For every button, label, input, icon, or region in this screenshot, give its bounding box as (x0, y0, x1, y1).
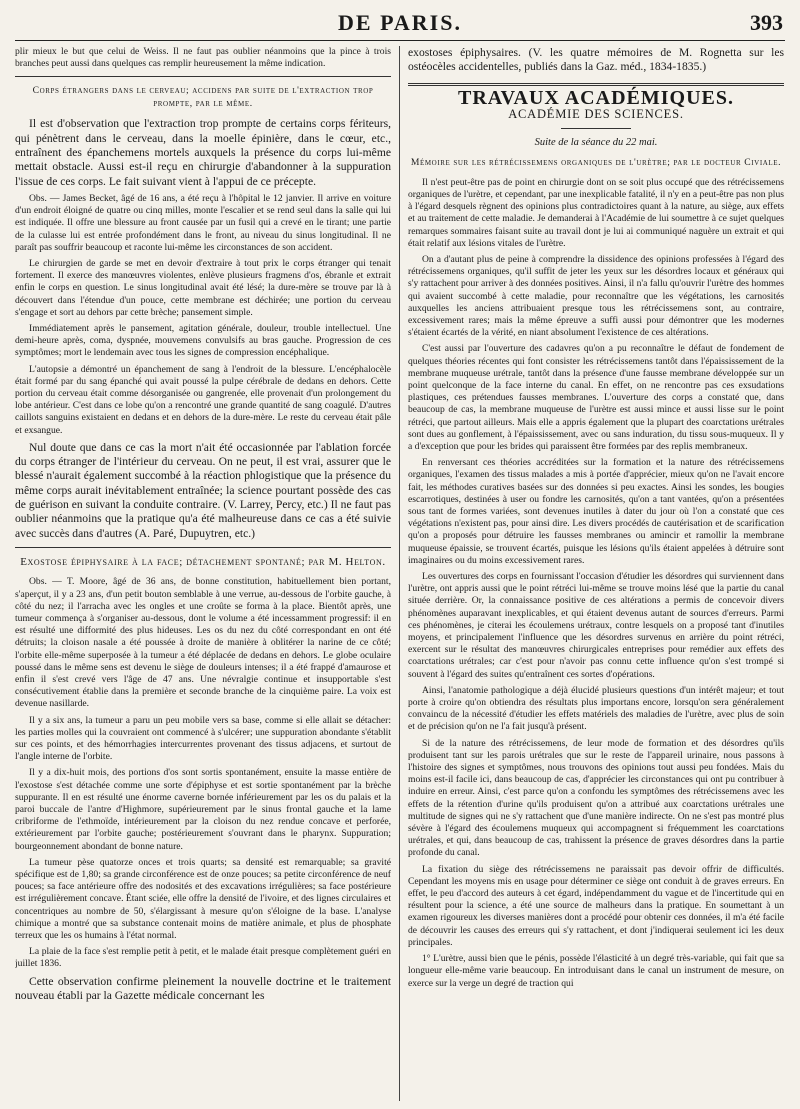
paragraph: Cette observation confirme pleinement la nouvelle doctrine et le traitement nouveau établi par la Gazette médicale concernant les (15, 974, 391, 1002)
section-title: Exostose épiphysaire à la face; détachement spontané; par M. Helton. (20, 555, 386, 568)
paragraph: Immédiatement après le pansement, agitation générale, douleur, trouble intellectuel. Une demi-heure après, coma, dyspnée, mouvemens convulsifs au bras gauche. Progression de ces symptômes; mort le lendemain avec tous les signes de compression encéphalique. (15, 322, 391, 359)
page-header (15, 10, 785, 41)
paragraph: exostoses épiphysaires. (V. les quatre mémoires de M. Rognetta sur les ostéocèles accidentelles, publiés dans la Gaz. méd., 1834-1835.) (408, 46, 784, 74)
divider (15, 547, 391, 548)
paragraph: Nul doute que dans ce cas la mort n'ait été occasionnée par l'ablation forcée du corps étranger de l'intérieur du cerveau. On ne peut, il est vrai, assurer que le blessé n'aurait également succombé à la réaction phlogistique que la présence du même corps aurait inévitablement entraînée; la science pourtant possède des cas de guérison en suivant la conduite contraire. (V. Larrey, Percy, etc.) Il ne faut pas oublier néanmoins que la pratique qu'a été malheureuse dans ce cas a été suivie avec succès dans d'autres (A. Paré, Dupuytren, etc.) (15, 440, 391, 540)
paragraph: 1° L'urètre, aussi bien que le pénis, possède l'élasticité à un degré très-variable, qui fait que sa longueur elle-même varie beaucoup. En introduisant dans le canal un instrument de mesure, on exerce sur la verge un degré de traction qui (408, 953, 784, 989)
paragraph: Il y a six ans, la tumeur a paru un peu mobile vers sa base, comme si elle allait se détacher: les parties molles qui la couvraient ont commencé à s'ulcérer; une suppuration abondante s'établit sur ces points, et des hémorrhagies intercurrentes provenant des tissus adjacens, et surtout de l'angle interne de l'orbite. (15, 714, 391, 763)
paragraph: En renversant ces théories accréditées sur la formation et la nature des rétrécissemens organiques, l'examen des tissus malades a mis à portée d'apprécier, mieux qu'on ne l'avait encore fait, les méthodes curatives basées sur des données si peu exactes. Ainsi les sondes, les bougies escarrotiques, destinées à user ou fondre les carnosités, qu'on a tant vantées, qu'on a présentées sous tant de formes variées, sont devenues inutiles à dater du jour où l'on a constaté que ces végétations n'existent pas, pour ainsi dire. Les divers procédés de cautérisation et de scarification qu'on a proposés pour détruire les fausses membranes ou amincir et ramollir la membrane muqueuse épaissie, se trouvent écartés, puisque les lésions qu'ils étaient appelées à détruire sont imaginaires ou du moins excessivement rares. (408, 457, 784, 566)
paragraph: Il est d'observation que l'extraction trop prompte de certains corps fériteurs, qui pénètrent dans le cerveau, dans la moelle épinière, dans le cœur, etc., entraînent des épanchemens mortels auxquels la présence du corps lui-même mettait obstacle. Aussi est-il reçu en chirurgie d'abandonner à la suppuration l'issue de ces corps. Le fait suivant vient à l'appui de ce précepte. (15, 117, 391, 188)
section-title: Corps étrangers dans le cerveau; accidens par suite de l'extraction trop prompte, par le même. (32, 85, 374, 109)
paragraph: plir mieux le but que celui de Weiss. Il ne faut pas oublier néanmoins que la pince à trois branches peut aussi dans quelques cas remplir heureusement la même indication. (15, 46, 391, 70)
page-number: 393 (750, 10, 783, 35)
paragraph: La plaie de la face s'est remplie petit à petit, et le malade était presque complètement guéri en juillet 1836. (15, 946, 391, 970)
paragraph: Obs. — James Becket, âgé de 16 ans, a été reçu à l'hôpital le 12 janvier. Il arrive en voiture d'un endroit éloigné de quatre ou cinq milles, monte l'escalier et se rend seul dans la salle qui lui est indiquée. Il offre une blessure au front causée par un fusil qui a crevé en le tirant; une partie de la culasse lui est entrée profondément dans le front, au niveau du sinus longitudinal. Il ne paraît pas souffrir beaucoup et raconte lui-même les circonstances de son accident. (15, 192, 391, 253)
divider (15, 76, 391, 77)
paragraph: Si de la nature des rétrécissemens, de leur mode de formation et des désordres qu'ils produisent tant sur les parois urétrales que sur le reste de l'appareil urinaire, nous passons à l'histoire des signes et symptômes, nous trouvons des opinions tout aussi peu fondées. Mais du moins est-il facile ici, dans beaucoup de cas, d'apprécier les circonstances qui ont pu contribuer à induire en erreur. Ainsi, c'est parce qu'on a confondu les symptômes des rétrécissemens avec les effets de la rétention d'urine qu'ils produisent qu'on a attribué aux coarctations urétrales une multitude de signes qui ne s'y rattachent que d'une manière indirecte. On ne s'est pas montré plus sévère à l'égard des écoulemens muqueux qui accompagnent si fréquemment les coarctations urétrales, et qui, dans beaucoup de cas, trahissent la présence de graves désordres dans la partie profonde du canal. (408, 737, 784, 859)
session-note: Suite de la séance du 22 mai. (534, 137, 658, 148)
paragraph: Ainsi, l'anatomie pathologique a déjà élucidé plusieurs questions d'un intérêt majeur; et tout porte à croire qu'on obtiendra des résultats plus importans encore, lorsqu'on sera généralement convaincu de la nécessité d'étudier les effets matériels des maladies de l'urètre, avec plus de soin et de précision qu'on ne l'a fait jusqu'à présent. (408, 684, 784, 733)
paragraph: Il n'est peut-être pas de point en chirurgie dont on se soit plus occupé que des rétrécissemens organiques de l'urètre, et cependant, par une inexplicable fatalité, il n'y en a peut-être pas non plus à l'égard desquels règnent des opinions plus contradictoires quant à la nature, au siège, aux effets et au traitement de cette maladie. Je demanderai à l'Académie de lui soumettre à ce sujet quelques remarques sommaires faisant suite au travail dont je lui ai communiqué naguère un extrait et qui était relatif aux lésions vitales de l'urètre. (408, 176, 784, 249)
section-subheading: ACADÉMIE DES SCIENCES. (508, 106, 684, 121)
running-title: DE PARIS. (338, 10, 462, 35)
paragraph: Le chirurgien de garde se met en devoir d'extraire à tout prix le corps étranger qui tenait fortement. Il exerce des manœuvres violentes, enlève plusieurs fragmens d'os, ébranle et extrait enfin le corps en question. Le sinus longitudinal avait été lésé; la dure-mère se trouve par là à découvert dans l'étendue d'un pouce, cette membrane est déchirée; une portion du cerveau s'engage et sort au dehors par cette brèche; pansement simple. (15, 257, 391, 318)
paragraph: Les ouvertures des corps en fournissant l'occasion d'étudier les désordres qui surviennent dans l'urètre, ont appris aussi que le point rétréci lui-même se trouve moins lésé que la partie du canal située derrière. Or, la connaissance positive de ces altérations a permis de concevoir divers phénomènes auparavant inexplicables, et qui étaient devenus autant de sources d'erreurs. Parmi ces phénomènes, je citerai les écoulemens urétraux, contre lesquels on a proposé tant d'inutiles moyens, et principalement l'influence que les désordres survenus en arrière du point rétréci, exercent sur le résultat des manœuvres chirurgicales entreprises pour remédier aux effets des coarctations urétrales; car c'est pour n'avoir pas connu cette influence qu'on s'est trompé si souvent à l'égard des suites qu'entraînent ces sortes d'opérations. (408, 571, 784, 680)
paragraph: On a d'autant plus de peine à comprendre la dissidence des opinions professées à l'égard des rétrécissemens organiques, qu'il suffit de jeter les yeux sur les désordres locaux et généraux qui s'y rattachent pour arriver à des données positives. Ainsi, il n'a fallu qu'ouvrir l'urètre des hommes qui avaient succombé à cette maladie, pour reconnaître que les végétations, les carnosités auxquelles les anciens attribuaient presque tous les rétrécissemens sont, au contraire, excessivement rares; mais la même épreuve a suffi aussi pour démontrer que les modernes s'étaient écartés de la vérité, en niant absolument l'existence de ces altérations. (408, 253, 784, 339)
column-divider (399, 46, 400, 1101)
memoir-title: Mémoire sur les rétrécissemens organiques de l'urètre; par le docteur Civiale. (410, 157, 782, 169)
paragraph: La fixation du siège des rétrécissemens ne paraissait pas devoir offrir de difficultés. Cependant les moyens mis en usage pour déterminer ce siège ont conduit à de graves erreurs. En effet, le peu d'accord des auteurs à cet égard, indépendamment du vague et de l'incertitude qui en résultent pour la science, a été une source de malheurs dans la pratique. En soumettant à un examen rigoureux les diverses manières dont a procédé pour obtenir ces données, il m'a été facile de découvrir les causes des erreurs qui s'y rattachent, et dont j'indiquerai seulement ici les deux principales. (408, 863, 784, 948)
paragraph: La tumeur pèse quatorze onces et trois quarts; sa densité est remarquable; sa gravité spécifique est de 1,80; sa grande circonférence est de onze pouces; sa petite circonférence de neuf pouces; sa face antérieure offre des nodosités et des excavations irrégulières; sa face postérieure est irrégulièrement concave. Étant sciée, elle offre la densité de l'ivoire, et des lignes circulaires et concentriques au nombre de 50, s'élargissant à mesure qu'on s'éloigne de la base. L'analyse chimique a montré que sa substance contenait moins de matière animale, et plus de phosphate terreux que les os humains à l'état normal. (15, 856, 391, 942)
divider (561, 128, 631, 129)
paragraph: Il y a dix-huit mois, des portions d'os sont sortis spontanément, ensuite la masse entière de l'exostose s'est détachée comme une sorte d'épiphyse et est sortie spontanément par la brèche suppurante. Il en est résulté une énorme caverne bornée inférieurement par les os du palais et la paroi buccale de l'antre d'Highmore, supérieurement par le sinus frontal gauche et la lame cribriforme de l'ethmoïde, intérieurement par la cloison du nez rendue concave et perforée, extérieurement par l'orbite gauche; postérieurement s'ouvrant dans le pharynx. Suppuration; bourgeonnement abondant de bonne nature. (15, 767, 391, 852)
paragraph: C'est aussi par l'ouverture des cadavres qu'on a pu reconnaître le défaut de fondement de quelques théories récentes qui font consister les rétrécissemens tantôt dans l'épaississement de la membrane muqueuse urétrale, tantôt dans la présence d'une fausse membrane développée sur un point quelconque de la face interne du canal. En effet, on ne rencontre pas ces exsudations plastiques, ces prétendues fausses membranes. L'ouverture des corps a constaté que, dans beaucoup de cas, la membrane muqueuse de l'urètre est aussi mince et aussi lisse sur le point rétréci, que partout ailleurs. Mais elle a appris également que la plupart des coarctations urétrales sont dues au gonflement, à l'épaississement, avec ou sans induration, du tissu sous-muqueux. Il y a d'exception que pour les brides qui paraissent être formées par des replis membraneux. (408, 343, 784, 452)
paragraph: Obs. — T. Moore, âgé de 36 ans, de bonne constitution, habituellement bien portant, s'aperçut, il y a 23 ans, d'un petit bouton semblable à une verrue, au-dessous de l'orbite gauche, à côté du nez; il l'arracha avec les ongles et une croûte se forma à la place. Bientôt après, une tumeur commença à s'organiser au-dessous, dont le volume a été incessamment progressif: il en est résulté une difformité des plus hideuses. Les os du nez du côté correspondant en ont été détruits; la cloison nasale a été poussée à droite de manière à oblitérer la narine de ce côté; l'orbite elle-même superposée à la tumeur a été déplacée de dedans en dehors. Le globe oculaire poussé dans le même sens est devenu le siège de douleurs intenses; il a été frappé d'amaurose et enfin il s'est crevé vers l'âge de 47 ans. Une névralgie continue et insupportable s'est consécutivement établie dans la première et seconde branche de la cinquième paire. La voix est devenue nasillarde. (15, 576, 391, 710)
left-column (15, 46, 391, 1103)
paragraph: L'autopsie a démontré un épanchement de sang à l'endroit de la blessure. L'encéphalocèle était formé par du sang épanché qui avait poussé la pulpe cérébrale de dedans en dehors. Cette portion du cerveau était comme désorganisée ou gangrenée, elle provenait d'un prolongement du lobe antérieur. C'est dans ce lobe qu'on a rencontré une grande quantité de sang coagulé. D'autres caillots sanguins existaient en dedans et en dehors de la dure-mère. Le reste du cerveau était pâle et exsangue. (15, 363, 391, 436)
right-column (408, 46, 784, 1103)
section-heading: TRAVAUX ACADÉMIQUES. (458, 86, 734, 109)
divider (408, 83, 784, 86)
